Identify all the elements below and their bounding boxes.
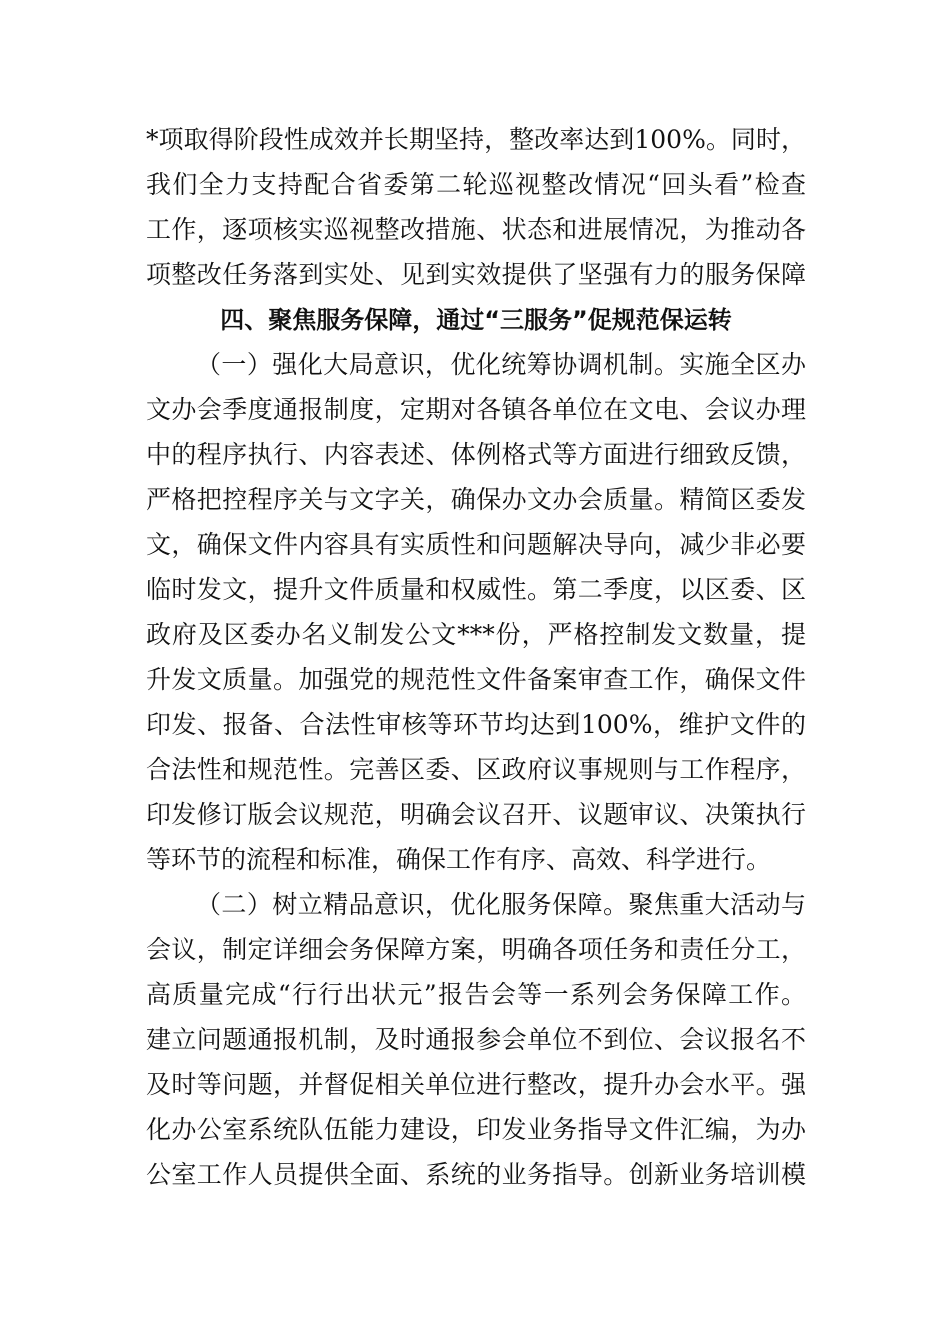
section-heading: 四、聚焦服务保障，通过“三服务”促规范保运转 [220, 306, 732, 334]
intro-line-1: *项取得阶段性成效并长期坚持，整改率达到100%。同时， [146, 125, 806, 154]
intro-line-3: 工作，逐项核实巡视整改措施、状态和进展情况，为推动各 [146, 215, 806, 244]
paragraph2-line-3: 高质量完成“行行出状元”报告会等一系列会务保障工作。 [146, 980, 806, 1009]
paragraph1-line-4: 严格把控程序关与文字关，确保办文办会质量。精简区委发 [146, 485, 806, 514]
paragraph1-line-6: 临时发文，提升文件质量和权威性。第二季度，以区委、区 [146, 575, 806, 604]
paragraph1-line-9: 印发、报备、合法性审核等环节均达到100%，维护文件的 [146, 710, 806, 739]
paragraph1-line-10: 合法性和规范性。完善区委、区政府议事规则与工作程序， [146, 755, 806, 784]
paragraph1-line-8: 升发文质量。加强党的规范性文件备案审查工作，确保文件 [146, 665, 806, 694]
intro-line-2: 我们全力支持配合省委第二轮巡视整改情况“回头看”检查 [146, 170, 806, 199]
paragraph1-line-5: 文，确保文件内容具有实质性和问题解决导向，减少非必要 [146, 530, 806, 559]
paragraph2-line-5: 及时等问题，并督促相关单位进行整改，提升办会水平。强 [146, 1070, 806, 1099]
paragraph1-line-2: 文办会季度通报制度，定期对各镇各单位在文电、会议办理 [146, 395, 806, 424]
paragraph2-line-4: 建立问题通报机制，及时通报参会单位不到位、会议报名不 [146, 1025, 806, 1054]
paragraph1-line-11: 印发修订版会议规范，明确会议召开、议题审议、决策执行 [146, 800, 806, 829]
paragraph2-line-7: 公室工作人员提供全面、系统的业务指导。创新业务培训模 [146, 1160, 806, 1189]
intro-line-4: 项整改任务落到实处、见到实效提供了坚强有力的服务保障 [146, 260, 806, 289]
paragraph1-line-1: （一）强化大局意识，优化统筹协调机制。实施全区办 [196, 350, 806, 379]
paragraph1-line-7: 政府及区委办名义制发公文***份，严格控制发文数量，提 [146, 620, 806, 649]
paragraph1-line-3: 中的程序执行、内容表述、体例格式等方面进行细致反馈， [146, 440, 806, 469]
paragraph2-line-2: 会议，制定详细会务保障方案，明确各项任务和责任分工， [146, 935, 806, 964]
paragraph1-line-12: 等环节的流程和标准，确保工作有序、高效、科学进行。 [146, 845, 772, 874]
paragraph2-line-6: 化办公室系统队伍能力建设，印发业务指导文件汇编，为办 [146, 1115, 806, 1144]
paragraph2-line-1: （二）树立精品意识，优化服务保障。聚焦重大活动与 [196, 890, 806, 919]
